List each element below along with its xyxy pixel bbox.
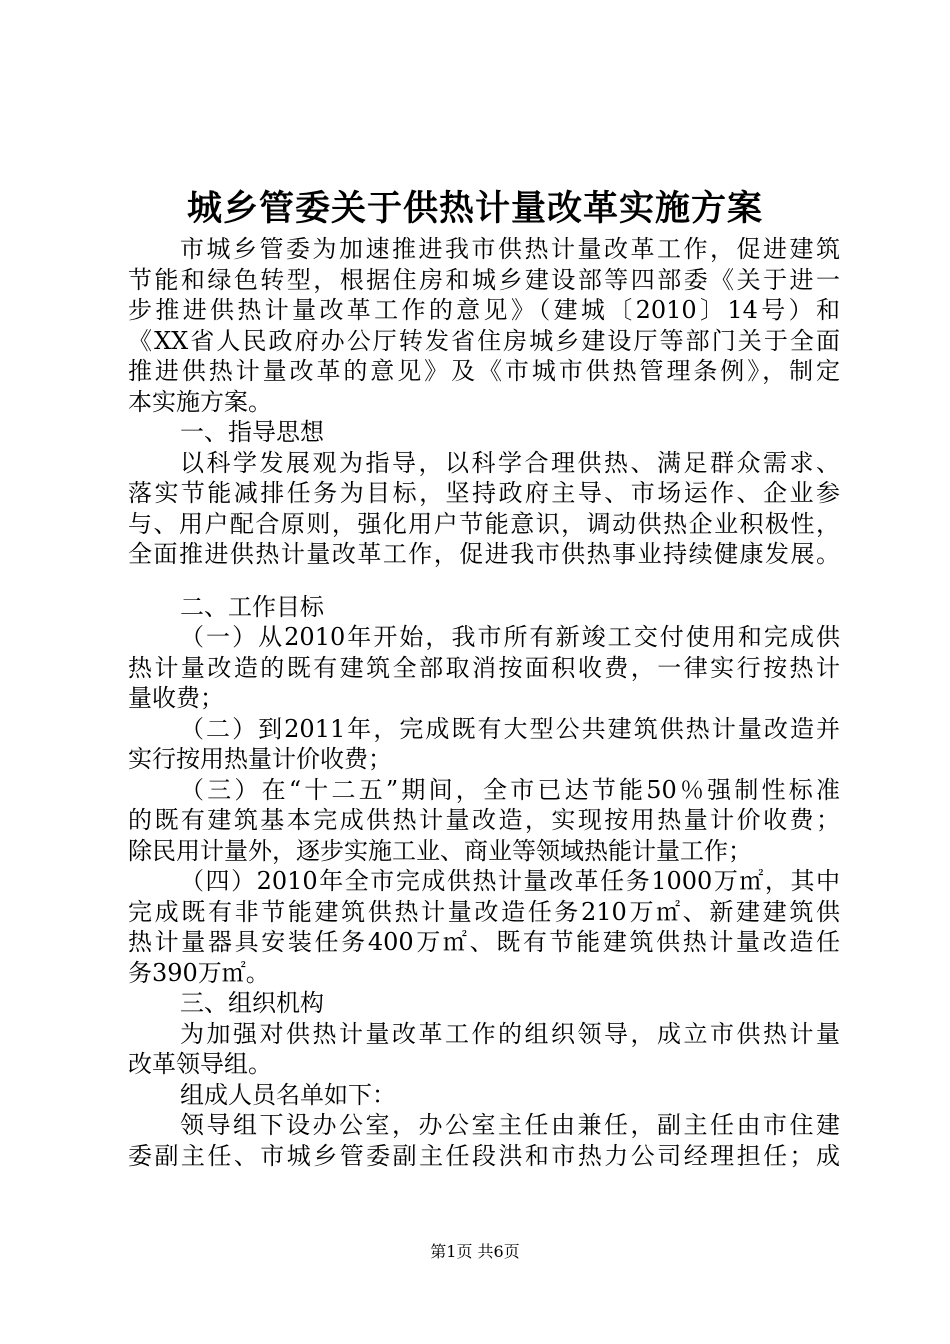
text-line: （二）到2011年，完成既有大型公共建筑供热计量改造并 — [180, 714, 840, 743]
text-line: 为加强对供热计量改革工作的组织领导，成立市供热计量 — [180, 1019, 840, 1048]
text-line: 量收费； — [128, 684, 224, 712]
text-line: 节能和绿色转型，根据住房和城乡建设部等四部委《关于进一 — [128, 265, 840, 294]
text-line: 除民用计量外，逐步实施工业、商业等领域热能计量工作； — [128, 836, 752, 865]
text-line: 热计量器具安装任务400万㎡、既有节能建筑供热计量改造任 — [128, 928, 840, 956]
page-footer: 第1页 共6页 — [430, 1242, 520, 1261]
text-line: （四）2010年全市完成供热计量改革任务1000万㎡，其中 — [180, 867, 840, 895]
text-line: 落实节能减排任务为目标，坚持政府主导、市场运作、企业参 — [128, 479, 840, 507]
text-line: 的既有建筑基本完成供热计量改造，实现按用热量计价收费； — [128, 806, 840, 834]
document-body — [128, 234, 840, 1171]
text-line: 全面推进供热计量改革工作，促进我市供热事业持续健康发展。 — [128, 540, 840, 568]
text-line: 本实施方案。 — [128, 387, 272, 416]
text-line: 一、指导思想 — [180, 418, 324, 446]
text-line: 三、组织机构 — [180, 989, 324, 1017]
text-line: 实行按用热量计价收费； — [128, 745, 392, 773]
text-line: 推进供热计量改革的意见》及《市城市供热管理条例》，制定 — [128, 357, 840, 385]
text-line: 热计量改造的既有建筑全部取消按面积收费，一律实行按热计 — [128, 653, 840, 682]
text-line: 完成既有非节能建筑供热计量改造任务210万㎡、新建建筑供 — [128, 897, 840, 926]
text-line: （一）从2010年开始，我市所有新竣工交付使用和完成供 — [180, 623, 840, 651]
text-line: 领导组下设办公室，办公室主任由兼任，副主任由市住建 — [180, 1111, 840, 1139]
text-line: 委副主任、市城乡管委副主任段洪和市热力公司经理担任；成 — [128, 1141, 840, 1170]
text-line: 务390万㎡。 — [128, 958, 270, 987]
text-line: 市城乡管委为加速推进我市供热计量改革工作，促进建筑 — [180, 235, 840, 263]
text-line: 组成人员名单如下： — [180, 1080, 396, 1109]
text-line: 《XX省人民政府办公厅转发省住房城乡建设厅等部门关于全面 — [128, 326, 840, 355]
text-line: 以科学发展观为指导，以科学合理供热、满足群众需求、 — [180, 448, 840, 477]
text-line: 步推进供热计量改革工作的意见》（建城〔2010〕14号）和 — [128, 296, 840, 324]
text-line: 改革领导组。 — [128, 1050, 272, 1078]
document-title: 城乡管委关于供热计量改革实施方案 — [186, 188, 763, 229]
paragraph-gap — [128, 570, 840, 592]
text-line: 与、用户配合原则，强化用户节能意识，调动供热企业积极性， — [128, 509, 840, 538]
text-line: 二、工作目标 — [180, 592, 324, 621]
text-line: （三）在“十二五”期间，全市已达节能50％强制性标准 — [180, 775, 840, 804]
